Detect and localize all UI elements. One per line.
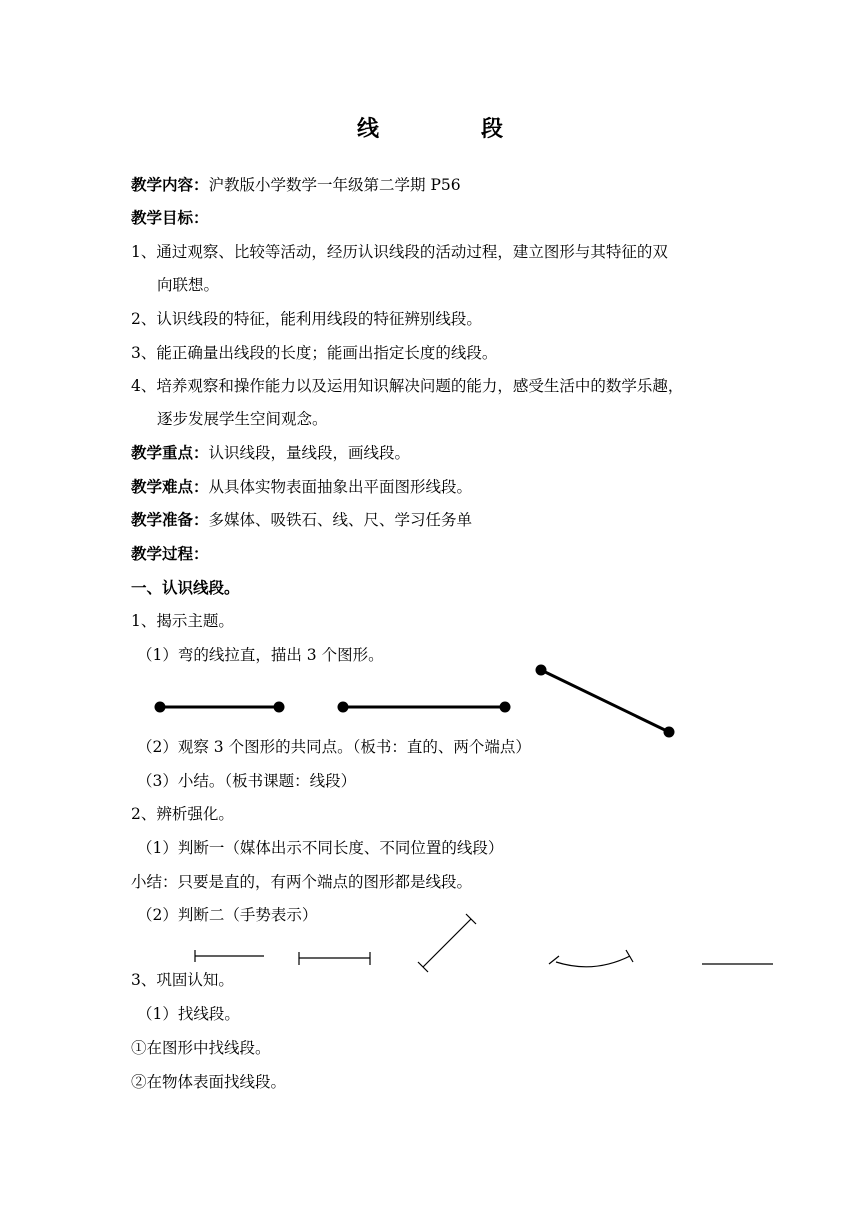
shape-ray [195, 950, 264, 962]
objective-3: 3、能正确量出线段的长度；能画出指定长度的线段。 [131, 344, 498, 362]
key-points-label: 教学重点： [131, 443, 209, 462]
difficulties-label: 教学难点： [131, 477, 209, 496]
objective-2: 2、认识线段的特征，能利用线段的特征辨别线段。 [131, 310, 482, 328]
objective-1: 1、通过观察、比较等活动，经历认识线段的活动过程，建立图形与其特征的双 [131, 243, 668, 261]
preparation-label: 教学准备： [131, 510, 209, 529]
shape-segment-diagonal [418, 914, 476, 972]
step-2: 2、辨析强化。 [131, 805, 234, 823]
step-1-2: （2）观察 3 个图形的共同点。（板书：直的、两个端点） [137, 738, 531, 756]
content-label: 教学内容： [131, 175, 209, 194]
summary: 小结：只要是直的，有两个端点的图形都是线段。 [131, 873, 473, 891]
objectives-label: 教学目标： [131, 208, 209, 227]
content-value: 沪教版小学数学一年级第二学期 P56 [208, 176, 461, 194]
step-3-1-a: ①在图形中找线段。 [131, 1039, 271, 1057]
step-2-1: （1）判断一（媒体出示不同长度、不同位置的线段） [137, 839, 504, 857]
step-1-3: （3）小结。（板书课题：线段） [137, 772, 357, 790]
page-title: 线 段 [356, 116, 543, 142]
segment-3-diagonal [536, 665, 675, 738]
step-3-1: （1）找线段。 [137, 1005, 240, 1023]
shape-segment-horizontal [299, 952, 370, 965]
difficulties-value: 从具体实物表面抽象出平面图形线段。 [208, 478, 473, 496]
process-label: 教学过程： [131, 544, 209, 563]
segment-1 [155, 702, 285, 713]
preparation-value: 多媒体、吸铁石、线、尺、学习任务单 [208, 511, 473, 529]
step-3: 3、巩固认知。 [131, 971, 234, 989]
key-points-value: 认识线段，量线段，画线段。 [208, 444, 411, 462]
objective-4: 4、培养观察和操作能力以及运用知识解决问题的能力，感受生活中的数学乐趣， [131, 377, 684, 395]
step-1: 1、揭示主题。 [131, 612, 234, 630]
objective-1-cont: 向联想。 [157, 276, 220, 294]
step-3-1-b: ②在物体表面找线段。 [131, 1073, 287, 1091]
section-1-heading: 一、认识线段。 [131, 578, 240, 597]
step-1-1: （1）弯的线拉直，描出 3 个图形。 [137, 646, 384, 664]
objective-4-cont: 逐步发展学生空间观念。 [157, 410, 328, 428]
segment-2 [338, 702, 511, 713]
shape-curve [549, 950, 633, 967]
step-2-2: （2）判断二（手势表示） [137, 906, 318, 924]
